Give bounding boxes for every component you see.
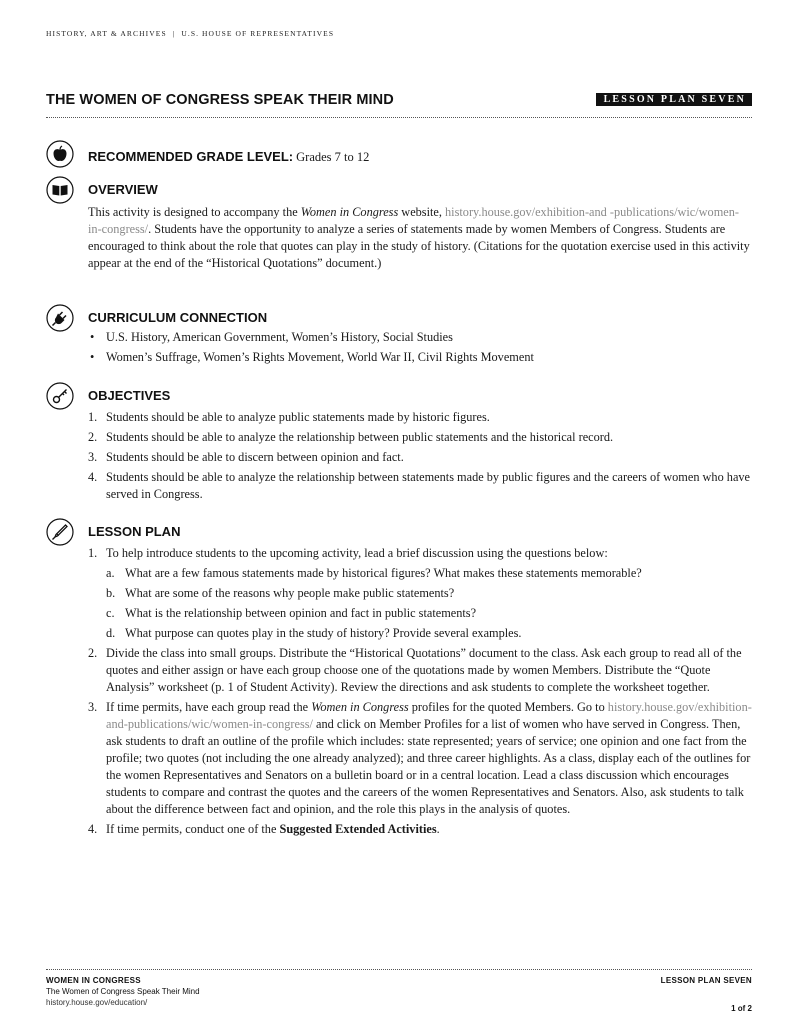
question-text: What are some of the reasons why people make public statements? — [125, 586, 455, 600]
list-item: 3. If time permits, have each group read the Women in Congress profiles for the quoted Members. Go to history.house.gov/exhibition-and-publications/wic/women-in-congress/ and click on Member Profiles for a list of women who have served in Congress. Then, ask students to draft an outline of the profile which includes: state represented; years of service; one opinion and one fact from the profile; two quotes (not including the one already analyzed); and three career highlights. As a class, display each of the outlines for the women Representatives and Senators on a bulletin board or in a central location. Lead a class discussion which encourages students to compare and contrast the quotes and the careers of the women Representatives and Senators. Also, ask students to talk about the difference between fact and opinion, and the role this plays in the analysis of quotes. — [88, 700, 752, 816]
objective-text: Students should be able to analyze public statements made by historic figures. — [106, 410, 490, 424]
footer-left — [46, 976, 200, 1009]
objective-text: Students should be able to analyze the relationship between public statements and the historical record. — [106, 430, 614, 444]
question-text: What purpose can quotes play in the study of history? Provide several examples. — [125, 626, 522, 640]
sub-marker: c. — [106, 606, 115, 620]
list-item — [106, 585, 752, 602]
sub-marker: b. — [106, 586, 116, 600]
sub-marker: d. — [106, 626, 116, 640]
title-row — [46, 91, 752, 111]
curriculum-section — [88, 310, 752, 367]
list-item: 4. If time permits, conduct one of the Suggested Extended Activities. — [88, 822, 440, 836]
header-divider — [46, 117, 752, 118]
footer-url[interactable]: history.house.gov/education/ — [46, 998, 148, 1007]
objectives-section — [88, 388, 752, 506]
sub-marker: a. — [106, 566, 115, 580]
grade-label: RECOMMENDED GRADE LEVEL: — [88, 149, 294, 164]
step-text: To help introduce students to the upcoming activity, lead a brief discussion using the questions below: — [106, 546, 608, 560]
kicker-separator: | — [172, 29, 176, 38]
kicker-history: HISTORY, ART & ARCHIVES — [46, 29, 167, 38]
list-item: 3. Students should be able to discern between opinion and fact. — [88, 450, 404, 464]
list-item: 4. Students should be able to analyze the relationship between statements made by public figures and the careers of women who have served in Congress. — [88, 470, 751, 501]
overview-text-part: This activity is designed to accompany the — [88, 205, 301, 219]
list-item — [106, 565, 752, 582]
step-italic: Women in Congress — [311, 700, 409, 714]
apple-icon — [46, 140, 74, 168]
question-text: What are a few famous statements made by historical figures? What makes these statements memorable? — [125, 566, 642, 580]
grade-section — [88, 146, 752, 165]
curriculum-list — [88, 327, 752, 367]
lesson-plan-section — [88, 524, 752, 841]
extended-activities-ref: Suggested Extended Activities — [279, 822, 437, 836]
grade-value: Grades 7 to 12 — [296, 150, 370, 164]
lesson-plan-heading: LESSON PLAN — [88, 524, 181, 539]
list-item: 1. To help introduce students to the upcoming activity, lead a brief discussion using the questions below: a. What are a few famous statements made by historical figures? What makes these statements memorable? b. What are some of the reasons why people make public statements? c. What is the relationship between opinion and fact in public statements? d. What purpose can quotes play in the study of history? Provide several examples. — [88, 545, 752, 642]
list-item — [106, 605, 752, 622]
list-item: 1. Students should be able to analyze public statements made by historic figures. — [88, 410, 490, 424]
member-profiles-link[interactable]: history.house.gov/exhibition-and-publications/wic/women-in-congress/ — [106, 700, 752, 731]
document-title: THE WOMEN OF CONGRESS SPEAK THEIR MIND — [46, 92, 394, 108]
step-text: If time permits, have each group read the — [106, 700, 312, 714]
objectives-heading: OBJECTIVES — [88, 388, 171, 403]
list-item: • Women’s Suffrage, Women’s Rights Movement, World War II, Civil Rights Movement — [88, 347, 752, 367]
page-number: 1 of 2 — [731, 1004, 752, 1013]
lesson-tag: LESSON PLAN SEVEN — [596, 93, 752, 106]
site-kicker — [46, 29, 334, 38]
plug-icon — [46, 304, 74, 332]
footer-series: WOMEN IN CONGRESS — [46, 976, 141, 985]
step-text: . — [436, 822, 440, 836]
kicker-house: U.S. HOUSE OF REPRESENTATIVES — [181, 29, 335, 38]
step-text: If time permits, conduct one of the — [106, 822, 280, 836]
list-item: • U.S. History, American Government, Women’s History, Social Studies — [88, 327, 752, 347]
footer-title: The Women of Congress Speak Their Mind — [46, 986, 200, 996]
list-item — [106, 625, 752, 642]
discussion-questions — [106, 565, 752, 642]
book-icon — [46, 176, 74, 204]
question-text: What is the relationship between opinion and fact in public statements? — [125, 606, 477, 620]
list-item: 2. Students should be able to analyze the relationship between public statements and the historical record. — [88, 430, 614, 444]
lesson-plan-list — [88, 545, 752, 838]
overview-text-part: website, — [398, 205, 446, 219]
overview-section — [88, 182, 752, 272]
pen-icon — [46, 518, 74, 546]
objective-text: Students should be able to discern between opinion and fact. — [106, 450, 404, 464]
step-text: profiles for the quoted Members. Go to — [408, 700, 608, 714]
objectives-list — [88, 409, 752, 503]
footer-lesson-tag: LESSON PLAN SEVEN — [660, 976, 752, 985]
curriculum-heading: CURRICULUM CONNECTION — [88, 310, 268, 325]
overview-heading: OVERVIEW — [88, 182, 158, 197]
overview-text-part: . Students have the opportunity to analyze a series of statements made by women Members of Congress. Students are encouraged to think about the role that quotes can play in the study of history. (Citations for the quotation exercise used in this activity appear at the end of the “Historical Quotations” document.) — [88, 222, 750, 270]
objective-text: Students should be able to analyze the relationship between statements made by public figures and the careers of women who have served in Congress. — [106, 470, 751, 501]
overview-italic: Women in Congress — [300, 205, 399, 219]
overview-link[interactable]: history.house.gov/exhibition-and -publications/wic/women-in-congress/ — [88, 205, 739, 236]
footer-divider — [46, 969, 752, 970]
key-icon — [46, 382, 74, 410]
step-text: Divide the class into small groups. Distribute the “Historical Quotations” document to the class. Ask each group to read all of the quotes and either assign or have each group choose one of the quotations made by women Members. Distribute the “Quote Analysis” worksheet (p. 1 of Student Activity). Review the directions and ask students to complete the worksheet together. — [106, 646, 742, 694]
list-item: 2. Divide the class into small groups. Distribute the “Historical Quotations” document to the class. Ask each group to read all of the quotes and either assign or have each group choose one of the quotations made by women Members. Distribute the “Quote Analysis” worksheet (p. 1 of Student Activity). Review the directions and ask students to complete the worksheet together. — [88, 646, 742, 694]
overview-text — [88, 204, 752, 272]
step-text: and click on Member Profiles for a list of women who have served in Congress. Then, ask students to draft an outline of the profile which includes: state represented; years of service; one opinion and one fact from the profile; two quotes (not including the one already analyzed); and three career highlights. As a class, display each of the outlines for the women Representatives and Senators on a bulletin board or in a central location. Lead a class discussion which encourages students to compare and contrast the quotes and the careers of the women Representatives and Senators. Also, ask students to talk about the difference between fact and opinion, and the role this plays in the analysis of quotes. — [106, 717, 751, 816]
